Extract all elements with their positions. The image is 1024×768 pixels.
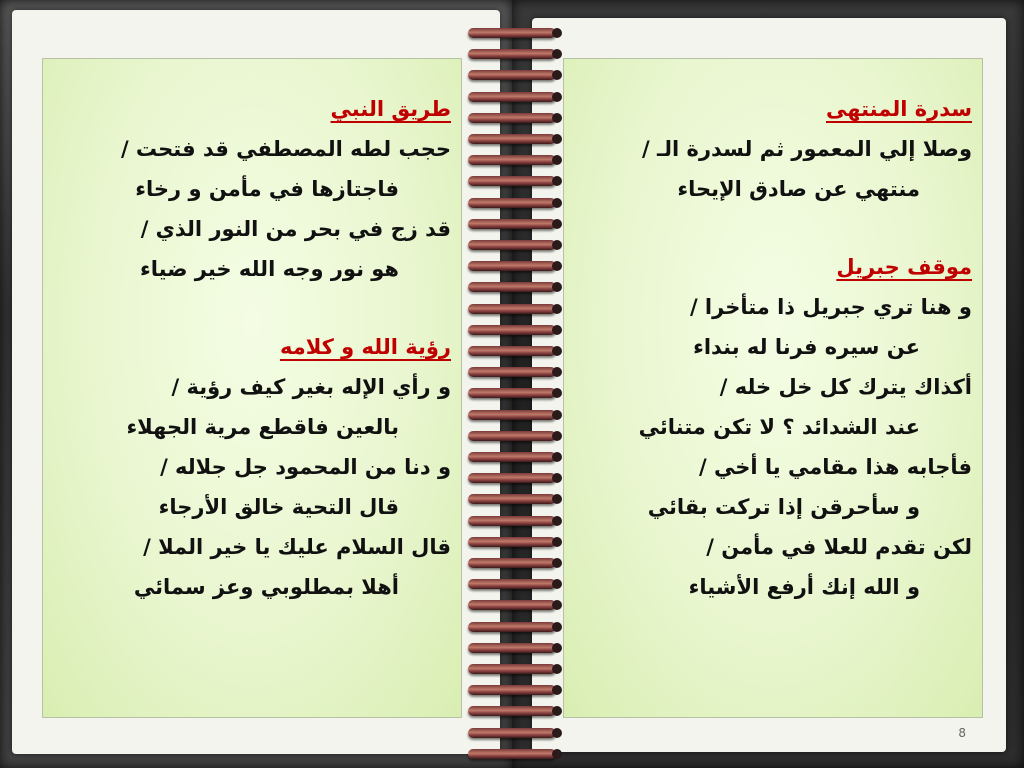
spiral-ring [468, 558, 556, 568]
verse-line: عن سيره فرنا له بنداء [693, 335, 920, 359]
spiral-ring [468, 388, 556, 398]
spiral-ring [468, 198, 556, 208]
spiral-ring [468, 282, 556, 292]
verse-line: قد زج في بحر من النور الذي / [140, 217, 451, 241]
verse-line: و سأحرقن إذا تركت بقائي [647, 495, 920, 519]
verse-line: حجب لطه المصطفي قد فتحت / [120, 137, 451, 161]
verse-line: قال التحية خالق الأرجاء [158, 495, 399, 519]
spiral-ring [468, 346, 556, 356]
binding-hole [552, 155, 562, 165]
binding-hole [552, 367, 562, 377]
verse-line: لكن تقدم للعلا في مأمن / [706, 535, 972, 559]
spiral-ring [468, 622, 556, 632]
binding-hole [552, 728, 562, 738]
spiral-ring [468, 49, 556, 59]
heading-left-0: طريق النبي [330, 97, 451, 121]
verse-line: عند الشدائد ؟ لا تكن متنائي [638, 415, 920, 439]
page-number: 8 [958, 726, 966, 740]
binding-hole [552, 664, 562, 674]
binding-hole [552, 643, 562, 653]
binding-hole [552, 92, 562, 102]
verse-line: و الله إنك أرفع الأشياء [688, 575, 920, 599]
binding-hole [552, 685, 562, 695]
verse-line: بالعين فاقطع مرية الجهلاء [126, 415, 399, 439]
binding-hole [552, 600, 562, 610]
binding-hole [552, 473, 562, 483]
verse-line: و هنا تري جبريل ذا متأخرا / [689, 295, 972, 319]
binding-hole [552, 388, 562, 398]
binding-hole [552, 579, 562, 589]
verse-line: فأجابه هذا مقامي يا أخي / [699, 455, 972, 479]
verse-line: فاجتازها في مأمن و رخاء [135, 177, 399, 201]
heading-right-1: موقف جبريل [836, 255, 972, 279]
verse-line: منتهي عن صادق الإيحاء [677, 177, 920, 201]
binding-hole [552, 240, 562, 250]
binding-hole [552, 410, 562, 420]
spiral-ring [468, 516, 556, 526]
spiral-ring [468, 537, 556, 547]
spiral-ring [468, 600, 556, 610]
binding-hole [552, 70, 562, 80]
spiral-ring [468, 452, 556, 462]
spiral-ring [468, 155, 556, 165]
verse-line: و دنا من المحمود جل جلاله / [160, 455, 451, 479]
binding-hole [552, 219, 562, 229]
verse-line: أهلا بمطلوبي وعز سمائي [133, 575, 399, 599]
spiral-ring [468, 113, 556, 123]
spiral-ring [468, 706, 556, 716]
left-poem [41, 89, 451, 607]
spiral-ring [468, 261, 556, 271]
spiral-ring [468, 240, 556, 250]
binding-hole [552, 346, 562, 356]
spiral-ring [468, 749, 556, 759]
heading-left-1: رؤية الله و كلامه [279, 335, 451, 359]
binding-hole [552, 176, 562, 186]
spiral-ring [468, 494, 556, 504]
spiral-ring [468, 304, 556, 314]
verse-line: هو نور وجه الله خير ضياء [140, 257, 399, 281]
binding-hole [552, 198, 562, 208]
binding-hole [552, 304, 562, 314]
binding-hole [552, 282, 562, 292]
spiral-ring [468, 28, 556, 38]
binding-hole [552, 134, 562, 144]
binding-hole [552, 749, 562, 759]
verse-line: أكذاك يترك كل خل خله / [719, 375, 972, 399]
left-text-pane [42, 58, 462, 718]
spiral-ring [468, 685, 556, 695]
right-text-pane [563, 58, 983, 718]
binding-hole [552, 516, 562, 526]
binding-hole [552, 261, 562, 271]
spiral-ring [468, 473, 556, 483]
binding-hole [552, 558, 562, 568]
right-poem [572, 89, 972, 607]
spiral-ring [468, 410, 556, 420]
verse-line: وصلا إلي المعمور ثم لسدرة الـ / [642, 137, 972, 161]
binding-hole [552, 113, 562, 123]
spiral-binding-icon [460, 0, 570, 768]
spiral-ring [468, 176, 556, 186]
spiral-ring [468, 70, 556, 80]
spiral-ring [468, 728, 556, 738]
binding-hole [552, 49, 562, 59]
spiral-ring [468, 367, 556, 377]
spiral-ring [468, 325, 556, 335]
spiral-ring [468, 134, 556, 144]
heading-right-0: سدرة المنتهى [826, 97, 972, 121]
binding-hole [552, 706, 562, 716]
spiral-ring [468, 579, 556, 589]
binding-hole [552, 494, 562, 504]
binding-hole [552, 537, 562, 547]
spiral-ring [468, 92, 556, 102]
binding-hole [552, 325, 562, 335]
binding-hole [552, 28, 562, 38]
verse-line: قال السلام عليك يا خير الملا / [143, 535, 451, 559]
binding-hole [552, 431, 562, 441]
binding-hole [552, 452, 562, 462]
spiral-ring [468, 219, 556, 229]
spiral-ring [468, 643, 556, 653]
stanza-gap [41, 289, 451, 327]
spiral-ring [468, 431, 556, 441]
stanza-gap [572, 209, 972, 247]
binding-hole [552, 622, 562, 632]
verse-line: و رأي الإله بغير كيف رؤية / [171, 375, 451, 399]
spiral-ring [468, 664, 556, 674]
